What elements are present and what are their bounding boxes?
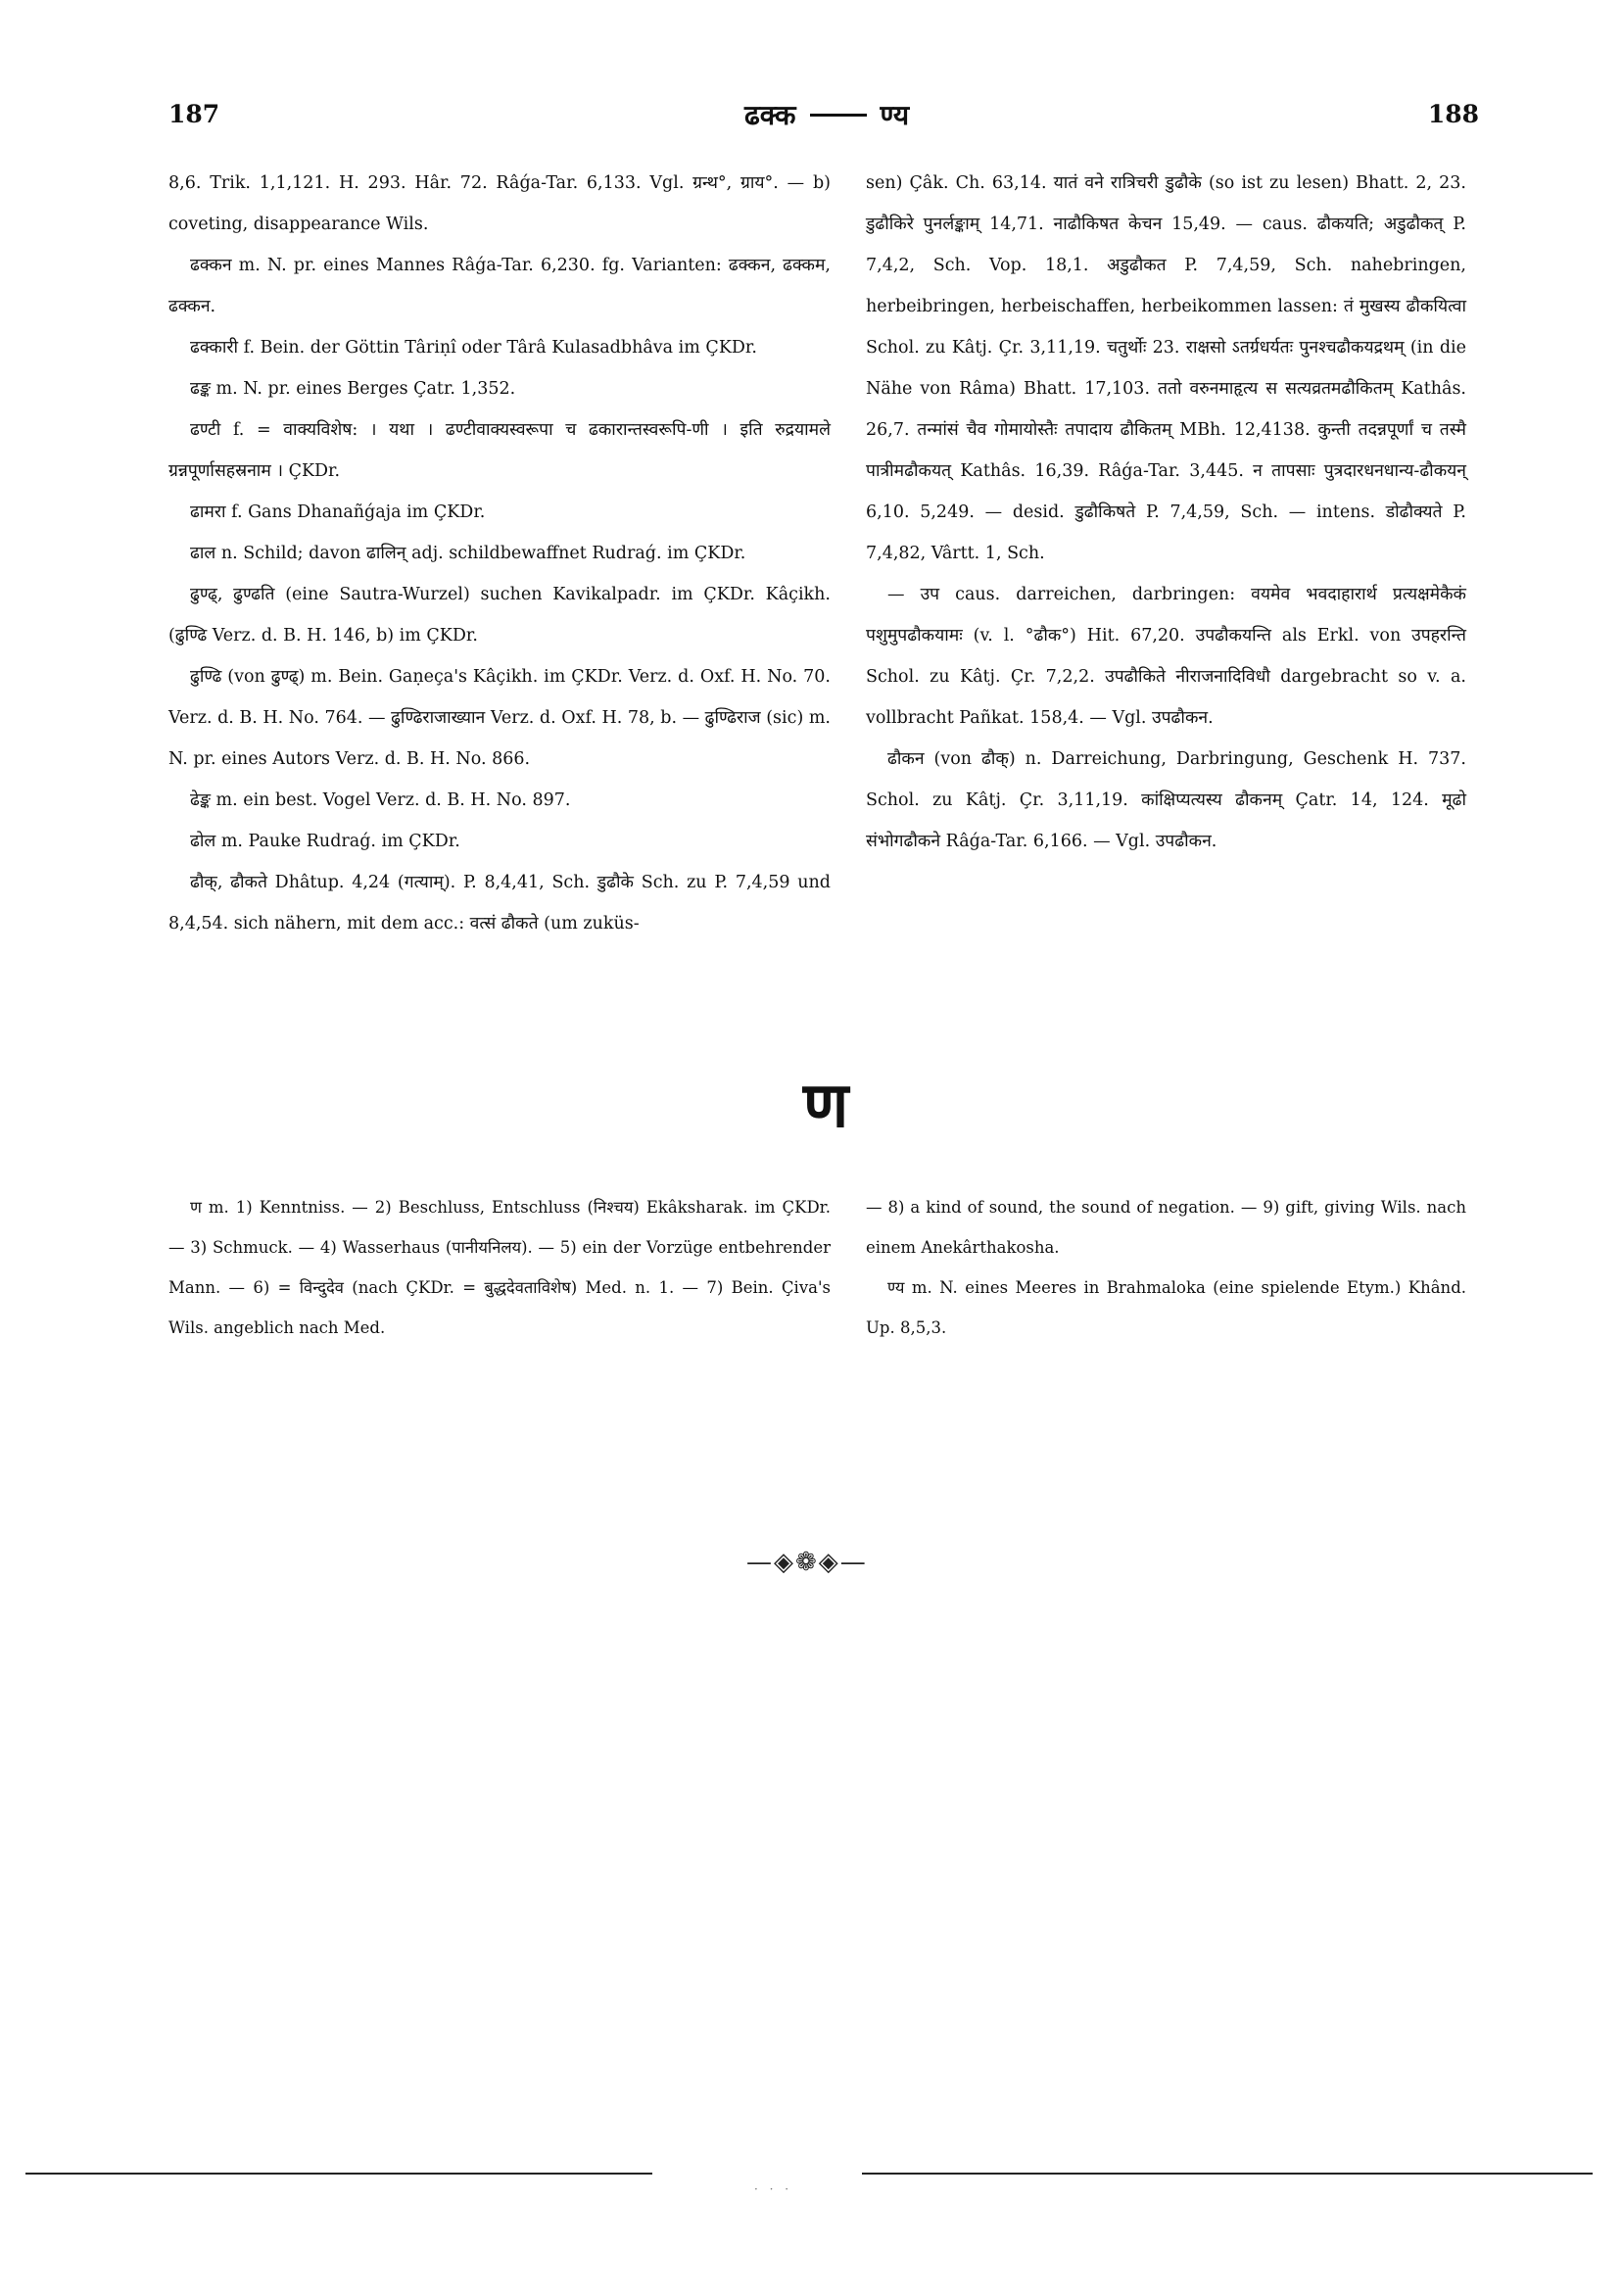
dictionary-entry: ढौकन (von ढौक्) n. Darreichung, Darbringung, Geschenk H. 737. Schol. zu Kâtj. Çr. 3,11,19. कांक्षिप्यत्यस्य ढौकनम् Çatr. 14, 124. मूढो संभोगढौकने Râǵa-Tar. 6,166. — Vgl. उपढौकन. (866, 749, 1466, 851)
end-ornament: —◈❁◈— (746, 1548, 868, 1577)
dictionary-entry: ढौक्, ढौकते Dhâtup. 4,24 (गत्याम्). P. 8,4,41, Sch. डुढौके Sch. zu P. 7,4,59 und 8,4,54. sich nähern, mit dem acc.: वत्सं ढौकते (um zuküs- (168, 873, 831, 933)
dictionary-entry: ढोल m. Pauke Rudraǵ. im ÇKDr. (190, 832, 460, 851)
dictionary-entry: ण m. 1) Kenntniss. — 2) Beschluss, Entschluss (निश्चय) Ekâksharak. im ÇKDr. — 3) Schmuck. — 4) Wasserhaus (पानीयनिलय). — 5) ein der Vorzüge entbehrender Mann. — 6) = विन्दुदेव (nach ÇKDr. = बुद्धदेवताविशेष) Med. n. 1. — 7) Bein. Çiva's Wils. angeblich nach Med. (168, 1198, 831, 1337)
running-head-dash (810, 114, 867, 117)
dictionary-subentry: — उप caus. darreichen, darbringen: वयमेव भवदाहारार्थ प्रत्यक्षमेकैकं पशुमुपढौकयामः (v. l. °ढौक°) Hit. 67,20. उपढौकयन्ति als Erkl. von उपहरन्ति Schol. zu Kâtj. Çr. 7,2,2. उपढौकिते नीराजनादिविधौ dargebracht so v. a. vollbracht Pañkat. 158,4. — Vgl. उपढौकन. (866, 585, 1466, 728)
left-column-top (168, 163, 831, 944)
entry-continuation: sen) Çâk. Ch. 63,14. यातं वने रात्रिचरी डुढौके (so ist zu lesen) Bhatt. 2, 23. डुढौकिरे पुनर्लङ्काम् 14,71. नाढौकिषत केचन 15,49. — caus. ढौकयति; अडुढौकत् P. 7,4,2, Sch. Vop. 18,1. अडुढौकत P. 7,4,59, Sch. nahebringen, herbeibringen, herbeischaffen, herbeikommen lassen: तं मुखस्य ढौकयित्वा Schol. zu Kâtj. Çr. 3,11,19. चतुर्थोः 23. राक्षसो ऽतर्ग्रधर्यतः पुनश्चढौकयद्रथम् (in die Nähe von Râma) Bhatt. 17,103. ततो वरुनमाहृत्य स सत्यव्रतमढौकितम् Kathâs. 26,7. तन्मांसं चैव गोमायोस्तैः तपादाय ढौकितम् MBh. 12,4138. कुन्ती तदन्नपूर्णां च तस्मै पात्रीमढौकयत् Kathâs. 16,39. Râǵa-Tar. 3,445. न तापसाः पुत्रदारधनधान्य-ढौकयन् 6,10. 5,249. — desid. डुढौकिषते P. 7,4,59, Sch. — intens. डोढौक्यते P. 7,4,82, Vârtt. 1, Sch. (866, 173, 1466, 563)
dictionary-entry: ढक्कन m. N. pr. eines Mannes Râǵa-Tar. 6,230. fg. Varianten: ढक्कन, ढक्कम, ढक्कन. (168, 256, 831, 316)
entry-continuation: 8,6. Trik. 1,1,121. H. 293. Hâr. 72. Râǵa-Tar. 6,133. Vgl. ग्रन्थ°, ग्राय°. — b) coveting, disappearance Wils. (168, 173, 831, 234)
dictionary-entry: ढङ्क m. N. pr. eines Berges Çatr. 1,352. (190, 379, 516, 399)
page-number-left: 187 (168, 100, 220, 128)
page-number-right: 188 (1427, 100, 1479, 128)
left-column-bottom (168, 1187, 831, 1348)
dictionary-entry: ढक्कारी f. Bein. der Göttin Târiṇî oder Târâ Kulasadbhâva im ÇKDr. (190, 338, 757, 358)
section-heading-letter: ण (803, 1069, 849, 1142)
running-head-left: ढक्क (744, 99, 796, 131)
dictionary-entry: ढेङ्क m. ein best. Vogel Verz. d. B. H. No. 897. (190, 790, 571, 810)
dictionary-entry: ढुण्ढि (von ढुण्ढ्) m. Bein. Gaṇeça's Kâçikh. im ÇKDr. Verz. d. Oxf. H. No. 70. Verz. d. B. H. No. 764. — ढुण्ढिराजाख्यान Verz. d. Oxf. H. 78, b. — ढुण्ढिराज (sic) m. N. pr. eines Autors Verz. d. B. H. No. 866. (168, 667, 831, 769)
footer-rule-left (25, 2173, 652, 2175)
right-column-top (866, 163, 1466, 862)
dictionary-entry: ढुण्ढ्, ढुण्ढति (eine Sautra-Wurzel) suchen Kavikalpadr. im ÇKDr. Kâçikh. (ढुण्ढि Verz. d. B. H. 146, b) im ÇKDr. (168, 585, 831, 646)
dictionary-entry: ढामरा f. Gans Dhanañǵaja im ÇKDr. (190, 502, 486, 522)
footer-mark: · · · (754, 2182, 793, 2196)
dictionary-entry: ढण्टी f. = वाक्यविशेष: । यथा । ढण्टीवाक्यस्वरूपा च ढकारान्तस्वरूपि-णी । इति रुद्रयामले ग्रन्नपूर्णासहस्रनाम । ÇKDr. (168, 420, 831, 481)
right-column-bottom (866, 1187, 1466, 1348)
footer-rule-right (862, 2173, 1593, 2175)
dictionary-entry: ढाल n. Schild; davon ढालिन् adj. schildbewaffnet Rudraǵ. im ÇKDr. (190, 544, 746, 563)
dictionary-entry: ण्य m. N. eines Meeres in Brahmaloka (eine spielende Etym.) Khând. Up. 8,5,3. (866, 1278, 1466, 1337)
running-head (744, 96, 909, 133)
entry-continuation: — 8) a kind of sound, the sound of negation. — 9) gift, giving Wils. nach einem Anekârthakosha. (866, 1198, 1466, 1257)
running-head-right: ण्य (880, 99, 910, 131)
